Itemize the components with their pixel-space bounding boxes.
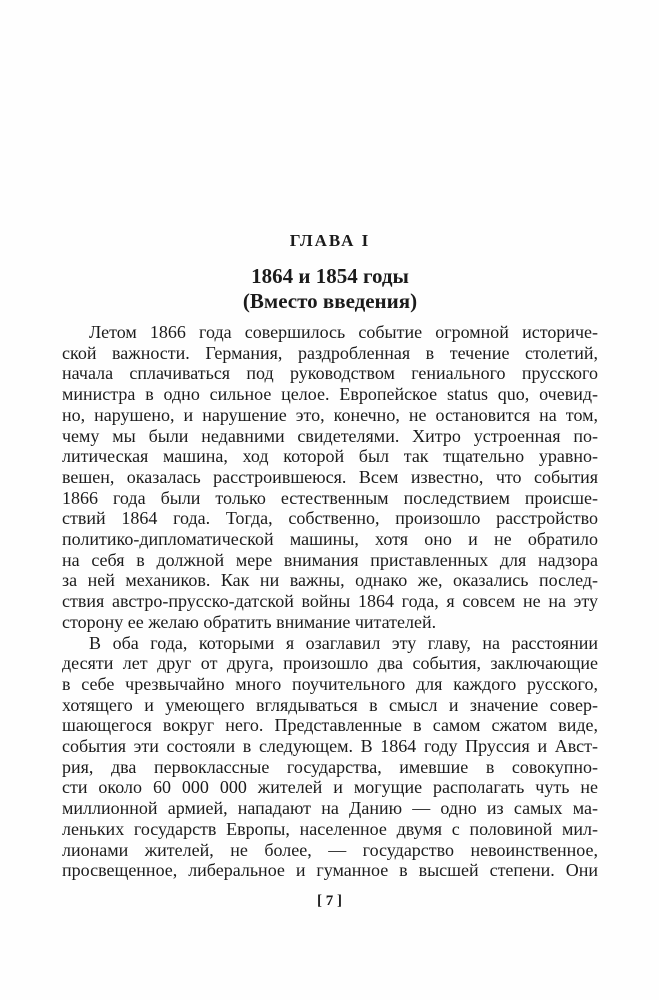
text-line: 1866 года были только естественным последствием происше- <box>62 487 598 508</box>
text-line: вешен, оказалась расстроившеюся. Всем известно, что события <box>62 466 598 487</box>
text-line: но, нарушено, и нарушение это, конечно, не остановится на том, <box>62 404 598 425</box>
text-line: на себя в должной мере внимания приставленных для надзора <box>62 549 598 570</box>
text-line: ствия австро-прусско-датской войны 1864 года, я совсем не на эту <box>62 591 598 612</box>
text-line: миллионной армией, нападают на Данию — одно из самых ма- <box>62 798 598 819</box>
text-line: В оба года, которыми я озаглавил эту главу, на расстоянии <box>89 632 598 653</box>
text-line: в себе чрезвычайно много поучительного для каждого русского, <box>62 673 598 694</box>
chapter-subtitle-intro: (Вместо введения) <box>242 289 418 313</box>
text-line: десяти лет друг от друга, произошло два события, заключающие <box>62 653 598 674</box>
text-line: события эти состояли в следующем. В 1864 году Пруссия и Авст- <box>62 736 598 757</box>
text-line: просвещенное, либеральное и гуманное в высшей степени. Они <box>62 860 598 881</box>
chapter-title: ГЛАВА I <box>289 231 371 250</box>
page-number: [ 7 ] <box>317 893 342 909</box>
paragraph-1 <box>62 322 598 633</box>
text-line: ствий 1864 года. Тогда, собственно, произошло расстройство <box>62 508 598 529</box>
text-line: лионами жителей, не более, — государство невоинственное, <box>62 839 598 860</box>
text-line: министра в одно сильное целое. Европейское status quo, очевид- <box>62 384 598 405</box>
chapter-subtitle-years: 1864 и 1854 годы <box>251 264 409 288</box>
text-line: хотящего и умеющего вглядываться в смысл и значение совер- <box>62 694 598 715</box>
text-line: леньких государств Европы, населенное двумя с половиной мил- <box>62 818 598 839</box>
text-line: ской важности. Германия, раздробленная в течение столетий, <box>62 342 598 363</box>
text-line: начала сплачиваться под руководством гениального прусского <box>62 363 598 384</box>
text-line: шающегося вокруг него. Представленные в самом сжатом виде, <box>62 715 598 736</box>
text-line: за ней механиков. Как ни важны, однако же, оказались послед- <box>62 570 598 591</box>
text-line: политико-дипломатической машины, хотя оно и не обратило <box>62 529 598 550</box>
text-line: рия, два первоклассные государства, имевшие в совокупно- <box>62 756 598 777</box>
paragraph-2 <box>62 633 598 881</box>
text-line: сторону ее желаю обратить внимание читателей. <box>62 611 437 632</box>
chapter-heading <box>62 231 598 314</box>
body-text <box>62 322 598 881</box>
text-line: Летом 1866 года совершилось событие огромной историче- <box>89 322 598 342</box>
text-line: литическая машина, ход которой был так тщательно уравно- <box>62 446 598 467</box>
text-line: чему мы были недавними свидетелями. Хитро устроенная по- <box>62 425 598 446</box>
text-line: сти около 60 000 000 жителей и могущие располагать чуть не <box>62 777 598 798</box>
